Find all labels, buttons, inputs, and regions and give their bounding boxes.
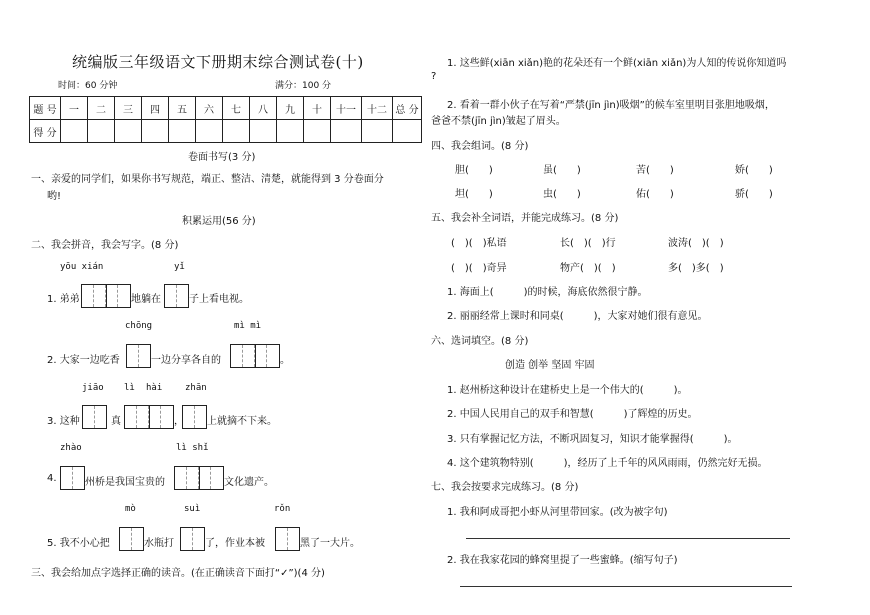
question-6-title: 六、选词填空。(8 分) — [431, 336, 529, 347]
score-header-cell: 一 — [61, 97, 88, 120]
score-row-label: 得 分 — [30, 120, 61, 143]
score-table-input-row — [30, 120, 422, 143]
word-group-item: 坦( ) — [455, 189, 493, 200]
score-header-cell: 十二 — [362, 97, 393, 120]
sentence-text: 2. 大家一边吃香 — [47, 355, 120, 366]
pinyin: rǒn — [274, 504, 291, 514]
pinyin: mò — [125, 504, 136, 514]
sentence-text: 4. — [47, 473, 57, 484]
idiom-item: 多( )多( ) — [668, 263, 724, 274]
section-title: 积累运用(56 分) — [182, 216, 256, 227]
question-5-title: 五、我会补全词语，并能完成练习。(8 分) — [431, 213, 619, 224]
word-group-item: 娇( ) — [735, 165, 773, 176]
idiom-item: 波涛( )( ) — [668, 238, 724, 249]
sentence-text: 子上看电视。 — [189, 294, 249, 305]
score-header-cell: 三 — [115, 97, 142, 120]
exam-time: 时间：60 分钟 — [58, 81, 118, 91]
score-header-cell: 四 — [142, 97, 169, 120]
question-2-title: 二、我会拼音，我会写字。(8 分) — [31, 240, 179, 251]
score-header-cell: 二 — [88, 97, 115, 120]
idiom-item: ( )( )奇异 — [451, 263, 507, 274]
score-header-cell: 总 分 — [393, 97, 422, 120]
score-header-cell: 九 — [277, 97, 304, 120]
sentence-text: ， — [174, 416, 184, 427]
character-writing-box[interactable] — [82, 405, 107, 429]
pinyin: jiāo — [82, 383, 104, 393]
idiom-item: 物产( )( ) — [560, 263, 616, 274]
question-7-title: 七、我会按要求完成练习。(8 分) — [431, 482, 579, 493]
handwriting-title: 卷面书写(3 分) — [188, 152, 256, 163]
score-header-cell: 题 号 — [30, 97, 61, 120]
question-3-title: 三、我会给加点字选择正确的读音。(在正确读音下面打“✓”)(4 分) — [31, 568, 325, 579]
sentence-text: 3. 这种 — [47, 416, 80, 427]
score-header-cell: 五 — [169, 97, 196, 120]
question-5-sentence: 1. 海面上( )的时候，海底依然很宁静。 — [447, 287, 648, 298]
score-input-cell[interactable] — [61, 120, 88, 143]
question-1-line2: 哟! — [47, 191, 62, 202]
sentence-text: 5. 我不小心把 — [47, 538, 110, 549]
question-4-title: 四、我会组词。(8 分) — [431, 141, 529, 152]
character-writing-box[interactable] — [81, 284, 131, 308]
character-writing-box[interactable] — [164, 284, 189, 308]
sentence-text: 真 — [111, 416, 121, 427]
word-group-item: 胆( ) — [455, 165, 493, 176]
question-1-line1: 一、亲爱的同学们，如果你书写规范，端正、整洁、清楚，就能得到 3 分卷面分 — [31, 174, 384, 185]
reading-q1-line1: 1. 这些鲜(xiān xiǎn)艳的花朵还有一个鲜(xiān xiǎn)为人知的传说你知道吗 — [447, 58, 787, 69]
sentence-text: 1. 弟弟 — [47, 294, 80, 305]
pinyin: chōng — [125, 321, 153, 331]
pinyin: yǐ — [174, 262, 185, 272]
answer-line[interactable] — [460, 586, 792, 587]
question-6-sentence: 2. 中国人民用自己的双手和智慧( )了辉煌的历史。 — [447, 409, 698, 420]
sentence-text: 州桥是我国宝贵的 — [85, 477, 165, 488]
reading-q2-line2: 爸爸不禁(jīn jìn)皱起了眉头。 — [431, 116, 566, 127]
character-writing-box[interactable] — [126, 344, 151, 368]
sentence-text: 文化遗产。 — [224, 477, 274, 488]
question-6-sentence: 1. 赵州桥这种设计在建桥史上是一个伟大的( )。 — [447, 385, 688, 396]
score-input-cell[interactable] — [250, 120, 277, 143]
word-group-item: 虽( ) — [543, 165, 581, 176]
question-7-prompt: 1. 我和阿成哥把小虾从河里带回家。(改为被字句) — [447, 507, 668, 518]
sentence-text: 水瓶打 — [144, 538, 174, 549]
pinyin: lì — [124, 383, 135, 393]
pinyin: mì mì — [234, 321, 262, 331]
score-input-cell[interactable] — [223, 120, 250, 143]
question-6-sentence: 3. 只有掌握记忆方法，不断巩固复习，知识才能掌握得( )。 — [447, 434, 738, 445]
score-input-cell[interactable] — [142, 120, 169, 143]
character-writing-box[interactable] — [180, 527, 205, 551]
pinyin: zhān — [185, 383, 207, 393]
page-title: 统编版三年级语文下册期末综合测试卷(十) — [72, 53, 364, 71]
score-header-cell: 十一 — [331, 97, 362, 120]
word-group-item: 苦( ) — [636, 165, 674, 176]
character-writing-box[interactable] — [182, 405, 207, 429]
sentence-text: 黑了一大片。 — [300, 538, 360, 549]
question-7-prompt: 2. 我在我家花园的蜂窝里提了一些蜜蜂。(缩写句子) — [447, 555, 678, 566]
sentence-text: 地躺在 — [131, 294, 161, 305]
character-writing-box[interactable] — [275, 527, 300, 551]
score-input-cell[interactable] — [393, 120, 422, 143]
score-input-cell[interactable] — [304, 120, 331, 143]
idiom-item: ( )( )私语 — [451, 238, 507, 249]
score-header-cell: 八 — [250, 97, 277, 120]
word-group-item: 佑( ) — [636, 189, 674, 200]
idiom-item: 长( )( )行 — [560, 238, 616, 249]
score-input-cell[interactable] — [277, 120, 304, 143]
sentence-text: 了，作业本被 — [205, 538, 265, 549]
character-writing-box[interactable] — [124, 405, 174, 429]
score-input-cell[interactable] — [115, 120, 142, 143]
word-group-item: 骄( ) — [735, 189, 773, 200]
score-input-cell[interactable] — [196, 120, 223, 143]
pinyin: suì — [184, 504, 201, 514]
question-5-sentence: 2. 丽丽经常上课时和同桌( )，大家对她们很有意见。 — [447, 311, 708, 322]
score-header-cell: 十 — [304, 97, 331, 120]
score-input-cell[interactable] — [362, 120, 393, 143]
answer-line[interactable] — [466, 538, 790, 539]
character-writing-box[interactable] — [174, 466, 224, 490]
score-input-cell[interactable] — [169, 120, 196, 143]
character-writing-box[interactable] — [230, 344, 280, 368]
score-input-cell[interactable] — [331, 120, 362, 143]
sentence-text: 上就摘不下来。 — [207, 416, 277, 427]
score-table — [29, 96, 422, 143]
score-table-header-row — [30, 97, 422, 120]
pinyin: yōu xián — [60, 262, 104, 272]
reading-q1-line2: ? — [431, 71, 437, 82]
sentence-text: 。 — [280, 355, 290, 366]
score-input-cell[interactable] — [88, 120, 115, 143]
pinyin: hài — [146, 383, 163, 393]
word-group-item: 虫( ) — [543, 189, 581, 200]
reading-q2-line1: 2. 看着一群小伙子在写着“严禁(jīn jìn)吸烟”的候车室里明目张胆地吸烟， — [447, 100, 775, 111]
score-header-cell: 七 — [223, 97, 250, 120]
score-header-cell: 六 — [196, 97, 223, 120]
character-writing-box[interactable] — [60, 466, 85, 490]
question-6-sentence: 4. 这个建筑物特别( )，经历了上千年的风风雨雨，仍然完好无损。 — [447, 458, 768, 469]
full-score: 满分：100 分 — [275, 81, 332, 91]
pinyin: lì shǐ — [176, 443, 209, 453]
sentence-text: 一边分享各自的 — [151, 355, 221, 366]
word-choices: 创造 创举 坚固 牢固 — [505, 360, 595, 371]
pinyin: zhào — [60, 443, 82, 453]
character-writing-box[interactable] — [119, 527, 144, 551]
